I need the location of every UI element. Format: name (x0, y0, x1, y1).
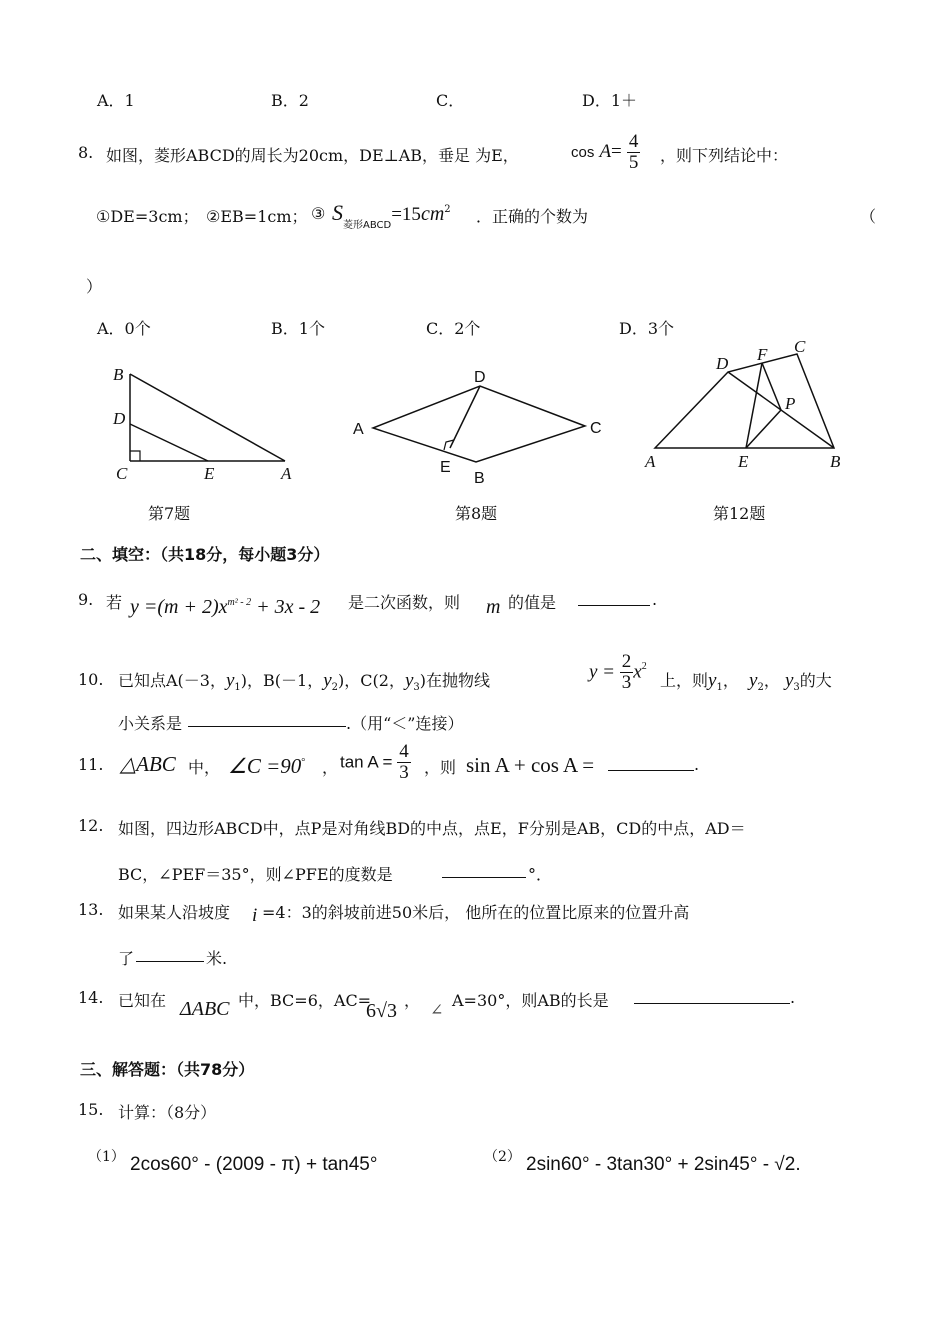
q11-end: . (694, 755, 700, 774)
fig8-label-b: B (474, 470, 485, 487)
q14-text-3: ， (404, 991, 421, 1010)
q12-number: 12. (78, 816, 104, 835)
q13-number: 13. (78, 900, 104, 919)
fig8-caption: 第8题 (455, 504, 498, 523)
fig8-label-c: C (590, 420, 602, 437)
q7-option-b: B．2 (271, 91, 309, 110)
q11-text-3: ，则 (424, 758, 457, 777)
figure-12 (640, 336, 850, 476)
q15-number: 15. (78, 1100, 104, 1119)
q11-answer-blank (608, 756, 694, 771)
q14-text-1: 已知在 (118, 991, 167, 1010)
fig12-label-e: E (738, 452, 749, 471)
q8-conclusion-1: ①DE=3cm； (96, 207, 199, 226)
q11-tan: tan A = $\frac{4}{3}$ (340, 741, 409, 783)
q8-paren-close: ） (86, 277, 103, 296)
section-3-heading: 三、解答题：（共78分） (80, 1060, 255, 1079)
fig12-label-d: D (716, 354, 729, 373)
q15-part-1-label: （1） (88, 1149, 125, 1165)
fig8-label-d: D (474, 369, 486, 386)
q10-line-1-end: 上，则$y_1$， $y_2$， $y_3$的大 (660, 670, 832, 693)
fig12-label-b: B (830, 452, 841, 471)
fig7-label-b: B (113, 365, 124, 384)
q8-conclusion-3-marker: ③ (311, 204, 326, 223)
q9-post: 的值是 (508, 593, 557, 612)
q14-triangle: ΔABC (180, 998, 230, 1020)
q8-cos-formula: cos A= $\frac{4}{5}$ (571, 131, 639, 173)
fig12-label-c: C (794, 337, 806, 356)
fig12-label-a: A (645, 452, 656, 471)
q10-line-1: 已知点A(－3，$y_1$)，B(－1，$y_2$)，C(2，$y_3$)在抛物线 (118, 670, 491, 693)
q14-answer-blank (634, 989, 790, 1004)
q10-answer-blank (188, 712, 346, 727)
fig7-label-a: A (281, 464, 292, 483)
q10-number: 10. (78, 670, 104, 689)
q15-part-2-label: （2） (484, 1149, 521, 1165)
q8-area-formula: $S_{菱形ABCD}=15cm^2$ (332, 200, 451, 231)
q8-number: 8. (78, 143, 94, 162)
q14-root: 6√3 (366, 1000, 397, 1022)
q9-pre: 若 (106, 593, 123, 612)
q13-line-1a: 如果某人沿坡度 (118, 903, 231, 922)
q9-formula: $y =(m + 2)x^{m^2 - 2} + 3x - 2$ (130, 596, 321, 618)
q7-option-c: C． (436, 91, 465, 110)
q8-option-b: B．1个 (271, 319, 325, 338)
q11-triangle: △ABC (120, 752, 176, 776)
q13-line-2b: 米. (206, 949, 228, 968)
q15-title: 计算：（8分） (118, 1103, 217, 1122)
q12-line-1: 如图，四边形ABCD中，点P是对角线BD的中点，点E，F分别是AB，CD的中点，AD＝ (118, 819, 746, 838)
q14-end: . (790, 988, 796, 1007)
q15-part-1-expression: 2cos60° - (2009 - π) + tan45° (130, 1154, 378, 1175)
q8-paren-open: （ (860, 207, 877, 226)
section-2-heading: 二、填空：（共18分，每小题3分） (80, 545, 330, 564)
q14-text-2: 中，BC=6，AC= (238, 991, 372, 1010)
fig7-caption: 第7题 (148, 504, 191, 523)
q14-text-4: A=30°，则AB的长是 (452, 991, 609, 1010)
q11-text-2: ， (322, 758, 339, 777)
q8-option-c: C．2个 (426, 319, 481, 338)
fig12-label-p: P (785, 394, 796, 413)
q13-line-2a: 了 (118, 949, 135, 968)
fig12-caption: 第12题 (713, 504, 766, 523)
q11-angle: ∠C =90° (228, 754, 306, 778)
fig7-label-d: D (113, 409, 126, 428)
fig7-label-c: C (116, 464, 128, 483)
q7-option-d: D．1＋ (582, 91, 638, 110)
fig8-label-e: E (440, 459, 451, 476)
figure-8 (348, 362, 613, 487)
q13-i: i (252, 905, 258, 926)
q11-expression: sin A + cos A = (466, 753, 595, 777)
fig7-label-e: E (204, 464, 215, 483)
q10-line-2-end: .（用“＜”连接） (346, 714, 464, 733)
q10-line-2: 小关系是 (118, 714, 183, 733)
q8-text-1: 如图，菱形ABCD的周长为20cm，DE⊥AB，垂足 为E， (106, 146, 519, 165)
q11-number: 11. (78, 755, 104, 774)
q13-line-1b: =4：3的斜坡前进50米后， 他所在的位置比原来的位置升高 (262, 903, 690, 922)
q9-answer-blank (578, 591, 650, 606)
q8-option-a: A．0个 (97, 319, 151, 338)
q7-option-a: A．1 (97, 91, 135, 110)
q9-end: . (652, 590, 658, 609)
q8-text-2: ，则下列结论中： (660, 146, 789, 165)
q8-option-d: D．3个 (619, 319, 675, 338)
q8-conclusion-2: ②EB=1cm； (206, 207, 308, 226)
q14-angle-sign: ∠ (430, 1000, 444, 1019)
fig12-label-f: F (757, 345, 768, 364)
q12-answer-blank (442, 863, 526, 878)
figure-7 (100, 358, 310, 488)
q11-text-1: 中， (188, 758, 221, 777)
q15-part-2-expression: 2sin60° - 3tan30° + 2sin45° - √2. (526, 1154, 801, 1175)
q8-text-3: ．正确的个数为 (476, 207, 589, 226)
q14-number: 14. (78, 988, 104, 1007)
q13-answer-blank (136, 947, 204, 962)
q10-parabola: y = $\frac{2}{3}$ $x^2$ (589, 651, 647, 693)
q9-mid: 是二次函数，则 (348, 593, 461, 612)
q9-m: m (486, 596, 501, 618)
q12-line-2: BC，∠PEF＝35°，则∠PFE的度数是 (118, 865, 393, 884)
q8-fraction: $\frac{4}{5}$ (628, 131, 639, 173)
q12-line-2-end: °． (528, 865, 553, 884)
q9-number: 9. (78, 590, 94, 609)
fig8-label-a: A (353, 421, 364, 438)
